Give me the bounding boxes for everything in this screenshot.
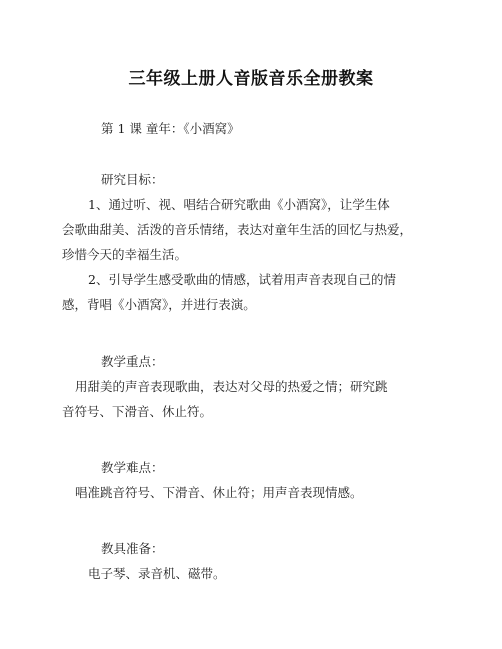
difficulties-heading: 教学难点： — [101, 460, 164, 475]
objectives-heading: 研究目标： — [101, 172, 164, 187]
key-points-line-2: 音符号、下滑音、休止符。 — [62, 404, 213, 419]
objective-1-line-3: 珍惜今天的幸福生活。 — [62, 247, 188, 262]
key-points-line-1: 用甜美的声音表现歌曲，表达对父母的热爱之情；研究跳 — [75, 379, 388, 394]
objective-1-line-2: 会歌曲甜美、活泼的音乐情绪，表达对童年生活的回忆与热爱， — [62, 222, 413, 237]
difficulties-line-1: 唱准跳音符号、下滑音、休止符；用声音表现情感。 — [75, 485, 363, 500]
document-title: 三年级上册人音版音乐全册教案 — [128, 69, 374, 89]
materials-heading: 教具准备： — [101, 541, 164, 556]
objective-1-line-1: 1、通过听、视、唱结合研究歌曲《小酒窝》，让学生体 — [88, 197, 390, 212]
materials-line-1: 电子琴、录音机、磁带。 — [88, 566, 226, 581]
lesson-heading: 第 1 课 童年：《小酒窝》 — [101, 121, 240, 136]
objective-2-line-2: 感，背唱《小酒窝》，并进行表演。 — [62, 297, 256, 312]
key-points-heading: 教学重点： — [101, 354, 164, 369]
objective-2-line-1: 2、引导学生感受歌曲的情感，试着用声音表现自己的情 — [88, 272, 396, 287]
